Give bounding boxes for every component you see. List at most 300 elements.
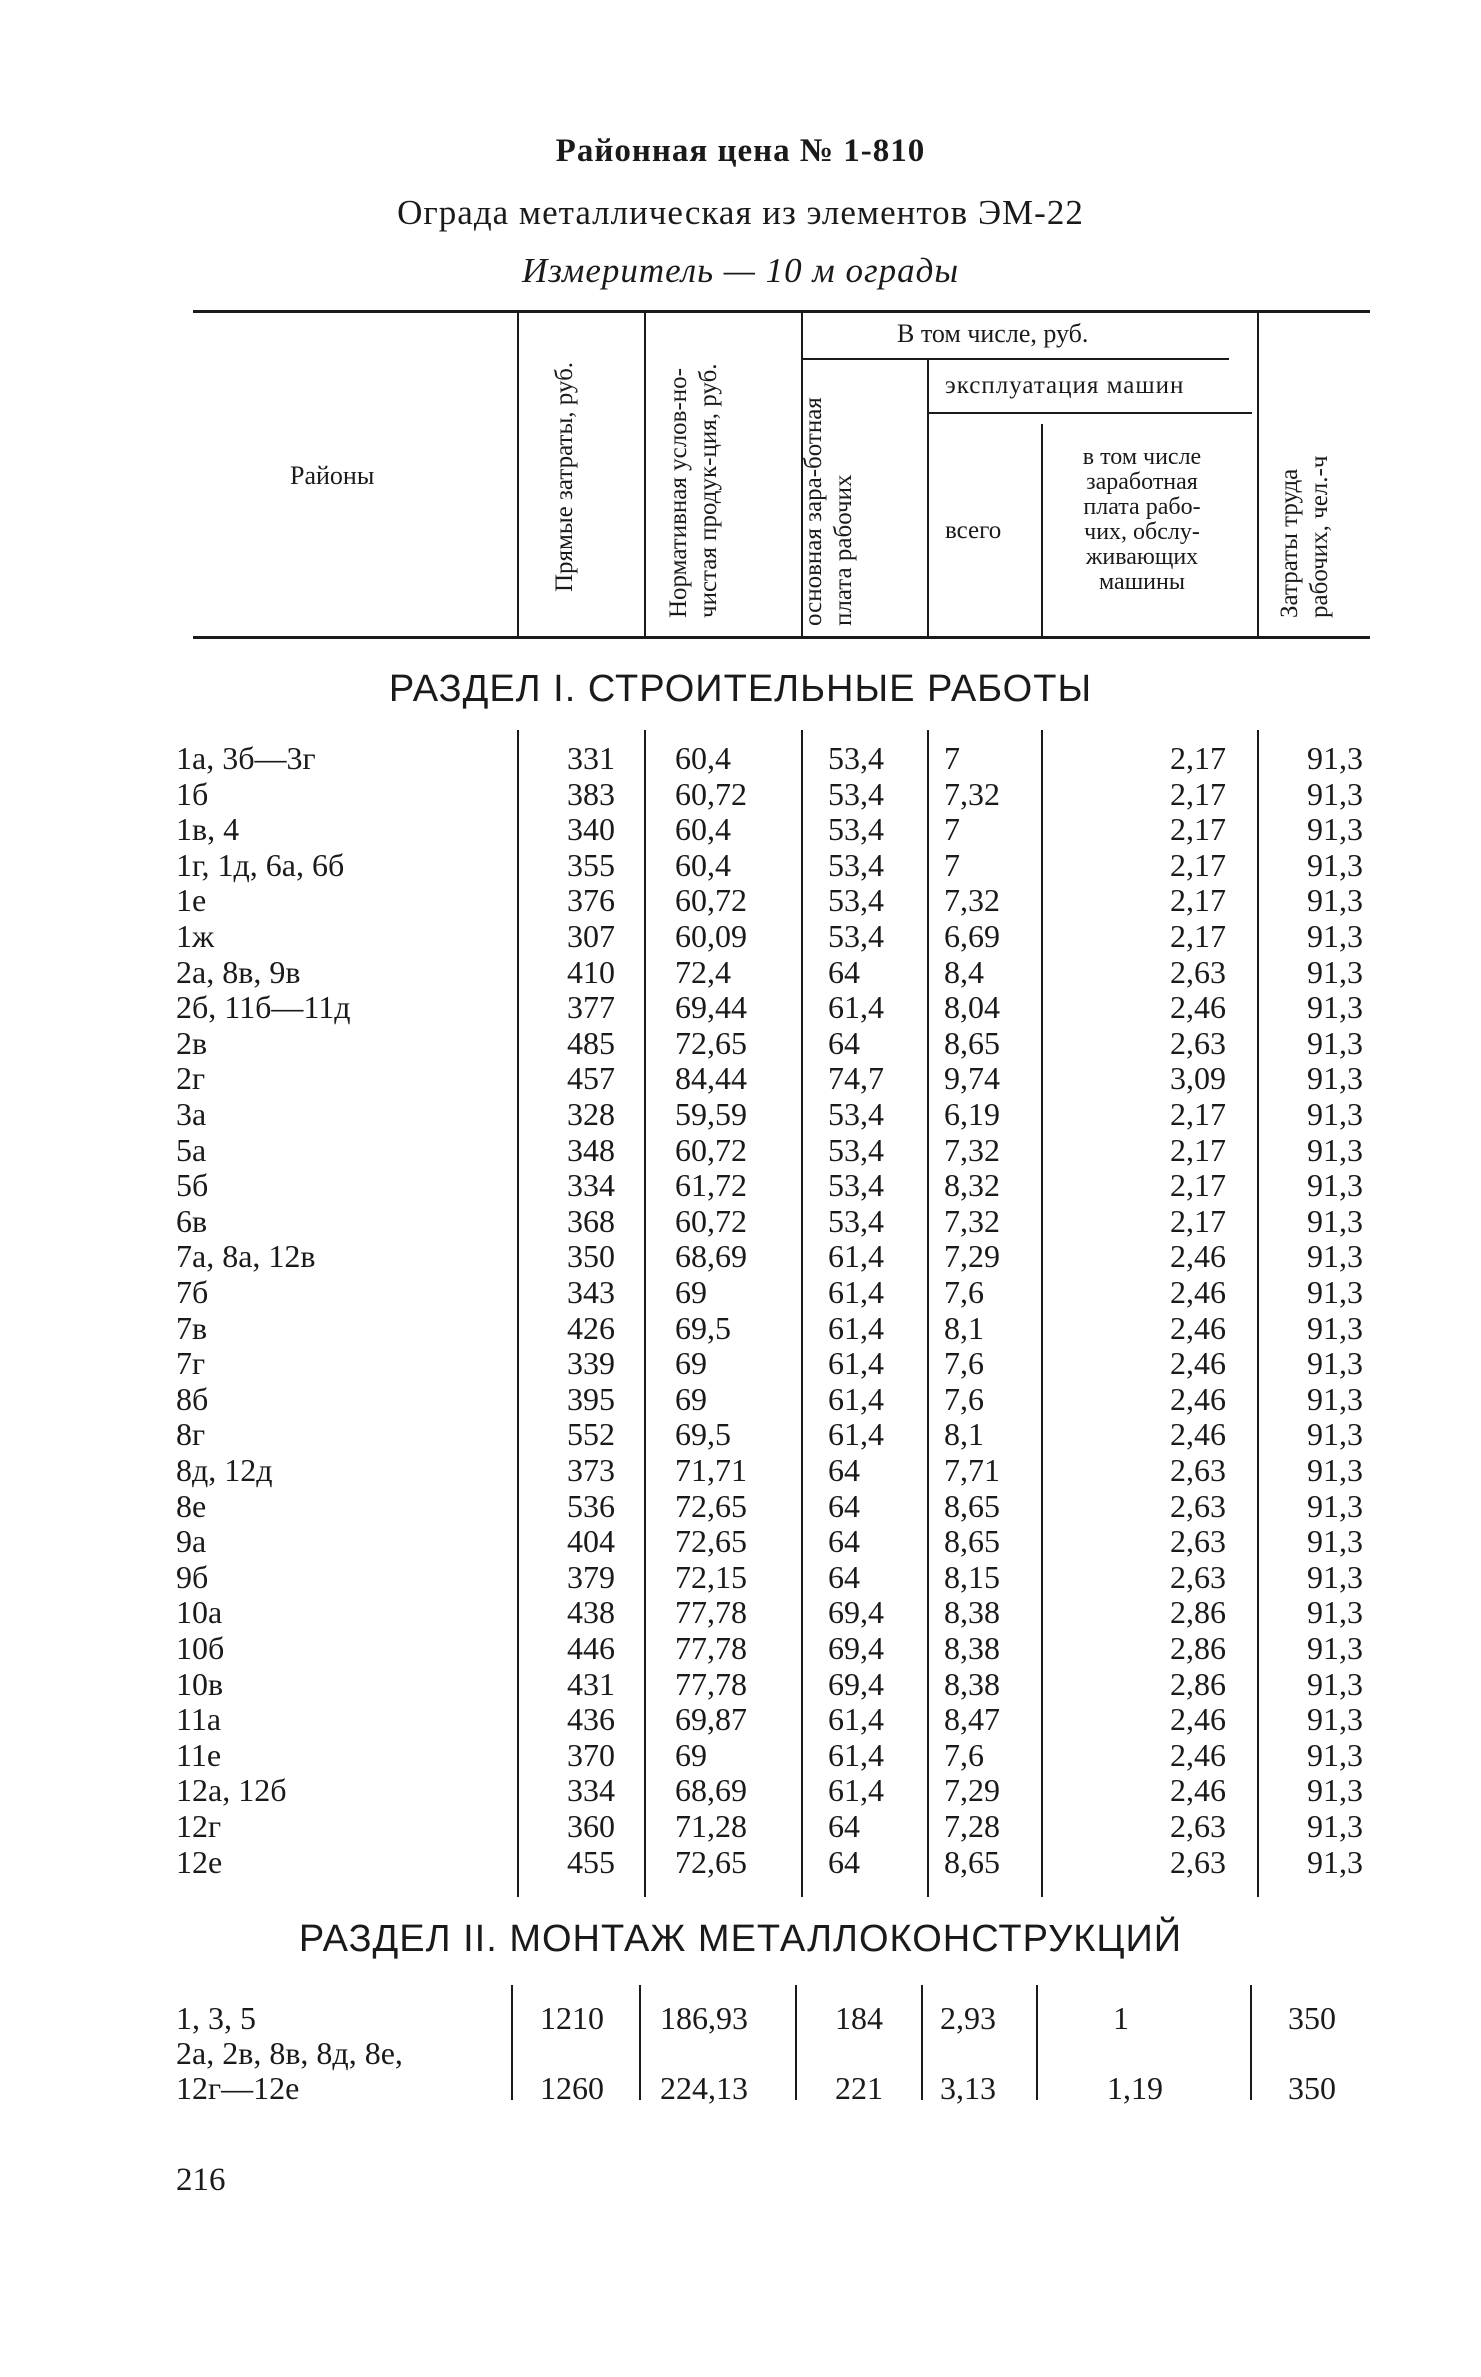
cell-base-salary: 61,4 [828, 1238, 884, 1275]
header-top-rule [193, 310, 1370, 313]
table-row [0, 1132, 1481, 1168]
cell-base-salary: 53,4 [828, 882, 884, 919]
cell-normative: 72,15 [675, 1558, 747, 1595]
cell-labor: 91,3 [1307, 1167, 1363, 1204]
cell-district: 11е [176, 1736, 222, 1773]
cell-district: 3а [176, 1096, 207, 1132]
cell-normative: 69 [675, 1345, 707, 1382]
cell-base-salary: 69,4 [828, 1665, 884, 1702]
cell-labor: 91,3 [1307, 953, 1363, 990]
cell-base-salary: 61,4 [828, 1309, 884, 1346]
cell-machine-total: 7,6 [944, 1380, 984, 1417]
cell-district: 7а, 8а, 12в [176, 1238, 316, 1275]
cell-machine-salary: 2,17 [1170, 775, 1226, 812]
cell-machine-salary: 2,46 [1170, 1736, 1226, 1773]
table-row [0, 1345, 1481, 1381]
cell-district: 11а [176, 1701, 222, 1738]
table-row [0, 811, 1481, 847]
table-row [0, 1203, 1481, 1239]
cell-machine-total: 8,65 [944, 1843, 1000, 1880]
table-row [0, 1772, 1481, 1808]
cell-labor: 91,3 [1307, 740, 1363, 776]
header-labor: Затраты труда рабочих, чел.-ч [1276, 455, 1333, 618]
cell-machine-total: 7,71 [944, 1452, 1000, 1488]
cell-labor: 91,3 [1307, 1772, 1363, 1809]
cell-direct: 457 [567, 1060, 615, 1097]
cell-base-salary: 53,4 [828, 775, 884, 812]
cell-district: 12г [176, 1808, 222, 1844]
cell-machine-total: 7,29 [944, 1772, 1000, 1809]
cell-district: 9б [176, 1558, 209, 1595]
cell-district: 7б [176, 1274, 209, 1310]
cell-labor: 91,3 [1307, 1843, 1363, 1880]
cell-direct: 348 [567, 1131, 615, 1168]
cell-machine-total: 8,4 [944, 953, 984, 990]
cell-base-salary: 64 [828, 1024, 860, 1061]
cell-direct: 379 [567, 1558, 615, 1595]
cell-base-salary: 53,4 [828, 1167, 884, 1204]
cell-labor: 350 [1288, 2070, 1336, 2106]
cell-district: 8е [176, 1487, 207, 1524]
cell-labor: 91,3 [1307, 1808, 1363, 1844]
cell-labor: 91,3 [1307, 1736, 1363, 1773]
header-subrule [801, 358, 1229, 360]
cell-direct: 307 [567, 918, 615, 954]
cell-direct: 1210 [540, 2000, 604, 2036]
cell-base-salary: 64 [828, 1523, 860, 1560]
table-row [0, 1559, 1481, 1595]
column-divider [511, 1985, 513, 2100]
cell-base-salary: 53,4 [828, 1202, 884, 1239]
cell-direct: 355 [567, 846, 615, 883]
cell-normative: 60,4 [675, 846, 731, 883]
section-2-title: РАЗДЕЛ II. МОНТАЖ МЕТАЛЛОКОНСТРУКЦИЙ [298, 1918, 1183, 1960]
cell-labor: 91,3 [1307, 1345, 1363, 1382]
table-row [0, 1594, 1481, 1630]
cell-base-salary: 64 [828, 953, 860, 990]
cell-machine-total: 7,6 [944, 1345, 984, 1382]
table-row [0, 1452, 1481, 1488]
cell-labor: 91,3 [1307, 1274, 1363, 1310]
cell-labor: 91,3 [1307, 1131, 1363, 1168]
cell-labor: 350 [1288, 2000, 1336, 2036]
cell-labor: 91,3 [1307, 1024, 1363, 1061]
cell-normative: 72,4 [675, 953, 731, 990]
header-divider [927, 358, 929, 636]
cell-normative: 69 [675, 1274, 707, 1310]
cell-direct: 340 [567, 811, 615, 848]
table-row [0, 918, 1481, 954]
column-divider [1250, 1985, 1252, 2100]
cell-base-salary: 53,4 [828, 1131, 884, 1168]
cell-machine-salary: 2,63 [1170, 1558, 1226, 1595]
cell-machine-salary: 2,46 [1170, 1701, 1226, 1738]
cell-base-salary: 61,4 [828, 1736, 884, 1773]
cell-normative: 84,44 [675, 1060, 747, 1097]
cell-machine-total: 8,47 [944, 1701, 1000, 1738]
cell-district: 8б [176, 1380, 209, 1417]
cell-direct: 343 [567, 1274, 615, 1310]
table-row [0, 1666, 1481, 1702]
cell-labor: 91,3 [1307, 1416, 1363, 1453]
cell-machine-salary: 3,09 [1170, 1060, 1226, 1097]
cell-normative: 72,65 [675, 1843, 747, 1880]
cell-direct: 404 [567, 1523, 615, 1560]
cell-normative: 77,78 [675, 1630, 747, 1666]
cell-machine-total: 8,04 [944, 989, 1000, 1026]
cell-machine-total: 8,65 [944, 1523, 1000, 1560]
cell-machine-salary: 2,86 [1170, 1630, 1226, 1666]
cell-direct: 446 [567, 1630, 615, 1666]
table-row [0, 1381, 1481, 1417]
column-divider [921, 1985, 923, 2100]
cell-machine-salary: 2,17 [1170, 1167, 1226, 1204]
cell-district: 10в [176, 1665, 224, 1702]
cell-base-salary: 64 [828, 1487, 860, 1524]
cell-machine-salary: 2,46 [1170, 1274, 1226, 1310]
page-number: 216 [176, 2162, 226, 2198]
cell-labor: 91,3 [1307, 1309, 1363, 1346]
cell-direct: 383 [567, 775, 615, 812]
cell-labor: 91,3 [1307, 882, 1363, 919]
table-row [0, 1523, 1481, 1559]
cell-labor: 91,3 [1307, 1452, 1363, 1488]
cell-normative: 60,4 [675, 740, 731, 776]
cell-district: 5а [176, 1131, 207, 1168]
cell-direct: 376 [567, 882, 615, 919]
header-divider [1041, 424, 1043, 636]
cell-labor: 91,3 [1307, 989, 1363, 1026]
cell-labor: 91,3 [1307, 1202, 1363, 1239]
cell-machine-total: 6,19 [944, 1096, 1000, 1132]
cell-district: 2а, 2в, 8в, 8д, 8е, [176, 2035, 403, 2071]
cell-labor: 91,3 [1307, 1487, 1363, 1524]
cell-labor: 91,3 [1307, 1523, 1363, 1560]
table-row [0, 1737, 1481, 1773]
cell-direct: 536 [567, 1487, 615, 1524]
cell-base-salary: 61,4 [828, 1345, 884, 1382]
cell-district: 10б [176, 1630, 225, 1666]
cell-district: 10а [176, 1594, 223, 1631]
cell-machine-total: 7,32 [944, 882, 1000, 919]
cell-normative: 60,4 [675, 811, 731, 848]
cell-normative: 60,72 [675, 1202, 747, 1239]
cell-normative: 68,69 [675, 1772, 747, 1809]
cell-machine-salary: 2,46 [1170, 1380, 1226, 1417]
cell-district: 8д, 12д [176, 1452, 273, 1488]
cell-direct: 438 [567, 1594, 615, 1631]
column-divider [639, 1985, 641, 2100]
cell-district: 7г [176, 1345, 206, 1382]
cell-machine-total: 8,38 [944, 1630, 1000, 1666]
header-machine-salary: в том числе заработная плата рабо-чих, обслу-живающих машины [1082, 444, 1202, 595]
table-row [0, 1488, 1481, 1524]
cell-direct: 410 [567, 953, 615, 990]
cell-machine-total: 7 [944, 740, 960, 776]
cell-machine-salary: 2,46 [1170, 989, 1226, 1026]
cell-direct: 360 [567, 1808, 615, 1844]
table-row [0, 1167, 1481, 1203]
cell-machine-salary: 2,63 [1170, 1808, 1226, 1844]
cell-base-salary: 74,7 [828, 1060, 884, 1097]
cell-machine-total: 7,6 [944, 1274, 984, 1310]
cell-direct: 331 [567, 740, 615, 776]
cell-direct: 395 [567, 1380, 615, 1417]
cell-district: 2б, 11б—11д [176, 989, 351, 1026]
cell-normative: 69,5 [675, 1309, 731, 1346]
cell-base-salary: 61,4 [828, 1701, 884, 1738]
cell-direct: 431 [567, 1665, 615, 1702]
column-divider [1036, 1985, 1038, 2100]
cell-normative: 69 [675, 1380, 707, 1417]
cell-normative: 71,71 [675, 1452, 747, 1488]
document-subtitle: Ограда металлическая из элементов ЭМ-22 [397, 193, 1084, 232]
header-direct-costs: Прямые затраты, руб. [551, 361, 578, 592]
table-row [0, 847, 1481, 883]
header-divider [1257, 312, 1259, 636]
header-total: всего [945, 517, 1002, 544]
cell-normative: 77,78 [675, 1594, 747, 1631]
table-row [0, 1274, 1481, 1310]
cell-machine-salary: 2,17 [1170, 1202, 1226, 1239]
cell-base-salary: 53,4 [828, 740, 884, 776]
cell-machine-total: 9,74 [944, 1060, 1000, 1097]
cell-direct: 455 [567, 1843, 615, 1880]
cell-labor: 91,3 [1307, 1594, 1363, 1631]
header-bottom-rule [193, 636, 1370, 639]
cell-machine-salary: 2,46 [1170, 1238, 1226, 1275]
cell-district: 7в [176, 1309, 208, 1346]
cell-machine-salary: 2,63 [1170, 1523, 1226, 1560]
cell-labor: 91,3 [1307, 1558, 1363, 1595]
cell-base-salary: 64 [828, 1808, 860, 1844]
cell-base-salary: 53,4 [828, 846, 884, 883]
cell-district: 1б [176, 775, 209, 812]
cell-machine-total: 7,28 [944, 1808, 1000, 1844]
cell-machine-total: 2,93 [940, 2000, 996, 2036]
cell-base-salary: 53,4 [828, 1096, 884, 1132]
document-title: Районная цена № 1-810 [555, 133, 926, 169]
table-row [0, 1808, 1481, 1844]
cell-machine-salary: 2,17 [1170, 811, 1226, 848]
cell-machine-salary: 2,46 [1170, 1309, 1226, 1346]
cell-base-salary: 221 [835, 2070, 883, 2106]
table-row [0, 1844, 1481, 1880]
cell-labor: 91,3 [1307, 1096, 1363, 1132]
cell-district: 12е [176, 1843, 223, 1880]
cell-labor: 91,3 [1307, 1665, 1363, 1702]
cell-machine-salary: 2,17 [1170, 882, 1226, 919]
cell-base-salary: 69,4 [828, 1630, 884, 1666]
cell-machine-salary: 2,86 [1170, 1594, 1226, 1631]
cell-district: 1в, 4 [176, 811, 240, 848]
cell-direct: 436 [567, 1701, 615, 1738]
table-row [0, 989, 1481, 1025]
cell-labor: 91,3 [1307, 811, 1363, 848]
cell-labor: 91,3 [1307, 775, 1363, 812]
cell-normative: 60,72 [675, 775, 747, 812]
cell-labor: 91,3 [1307, 1238, 1363, 1275]
cell-machine-salary: 1,19 [1107, 2070, 1163, 2106]
cell-direct: 485 [567, 1024, 615, 1061]
cell-machine-salary: 2,17 [1170, 846, 1226, 883]
cell-district: 6в [176, 1202, 208, 1239]
cell-base-salary: 64 [828, 1843, 860, 1880]
table-row [0, 1701, 1481, 1737]
cell-machine-salary: 2,46 [1170, 1345, 1226, 1382]
cell-normative: 69,87 [675, 1701, 747, 1738]
table-row [0, 882, 1481, 918]
table-row [0, 1630, 1481, 1666]
cell-machine-salary: 2,17 [1170, 918, 1226, 954]
cell-normative: 72,65 [675, 1024, 747, 1061]
table-row [0, 1416, 1481, 1452]
cell-normative: 71,28 [675, 1808, 747, 1844]
cell-base-salary: 61,4 [828, 989, 884, 1026]
cell-machine-salary: 2,63 [1170, 1843, 1226, 1880]
cell-district: 12г—12е [176, 2070, 300, 2106]
column-divider [795, 1985, 797, 2100]
cell-machine-salary: 2,63 [1170, 1452, 1226, 1488]
table-row [0, 1096, 1481, 1132]
cell-machine-salary: 2,46 [1170, 1416, 1226, 1453]
cell-machine-total: 7,32 [944, 775, 1000, 812]
cell-machine-total: 8,38 [944, 1594, 1000, 1631]
cell-normative: 59,59 [675, 1096, 747, 1132]
cell-machine-salary: 1 [1113, 2000, 1129, 2036]
cell-district: 8г [176, 1416, 206, 1453]
cell-labor: 91,3 [1307, 918, 1363, 954]
cell-machine-salary: 2,46 [1170, 1772, 1226, 1809]
cell-direct: 426 [567, 1309, 615, 1346]
cell-direct: 1260 [540, 2070, 604, 2106]
cell-machine-total: 8,15 [944, 1558, 1000, 1595]
cell-labor: 91,3 [1307, 1701, 1363, 1738]
cell-direct: 368 [567, 1202, 615, 1239]
cell-labor: 91,3 [1307, 1060, 1363, 1097]
cell-district: 1е [176, 882, 207, 919]
cell-machine-salary: 2,63 [1170, 1487, 1226, 1524]
table-row [0, 740, 1481, 776]
cell-direct: 350 [567, 1238, 615, 1275]
table-row [0, 1060, 1481, 1096]
cell-labor: 91,3 [1307, 1380, 1363, 1417]
header-normative: Нормативная услов-но-чистая продук-ция, руб. [665, 363, 722, 618]
cell-district: 2в [176, 1024, 208, 1061]
cell-district: 1г, 1д, 6а, 6б [176, 846, 345, 883]
cell-direct: 328 [567, 1096, 615, 1132]
cell-district: 2а, 8в, 9в [176, 953, 301, 990]
header-including: В том числе, руб. [897, 319, 1089, 348]
cell-normative: 186,93 [660, 2000, 748, 2036]
table-row [0, 954, 1481, 990]
cell-normative: 72,65 [675, 1523, 747, 1560]
table-row [0, 1238, 1481, 1274]
cell-normative: 69,5 [675, 1416, 731, 1453]
header-districts: Районы [290, 461, 375, 490]
header-base-salary: основная зара-ботная плата рабочих [800, 397, 857, 626]
cell-normative: 60,72 [675, 1131, 747, 1168]
cell-district: 1ж [176, 918, 215, 954]
cell-base-salary: 53,4 [828, 811, 884, 848]
cell-labor: 91,3 [1307, 846, 1363, 883]
cell-machine-total: 8,65 [944, 1487, 1000, 1524]
cell-machine-salary: 2,17 [1170, 1096, 1226, 1132]
cell-base-salary: 64 [828, 1452, 860, 1488]
cell-base-salary: 61,4 [828, 1274, 884, 1310]
header-divider [644, 312, 646, 636]
cell-normative: 72,65 [675, 1487, 747, 1524]
cell-base-salary: 61,4 [828, 1416, 884, 1453]
document-measure: Измеритель — 10 м ограды [521, 251, 960, 290]
table-row [0, 1310, 1481, 1346]
header-divider [517, 312, 519, 636]
cell-district: 2г [176, 1060, 206, 1097]
cell-machine-salary: 2,63 [1170, 1024, 1226, 1061]
header-subrule [927, 412, 1252, 414]
cell-direct: 373 [567, 1452, 615, 1488]
cell-machine-total: 7,32 [944, 1202, 1000, 1239]
cell-normative: 69 [675, 1736, 707, 1773]
cell-direct: 334 [567, 1772, 615, 1809]
table-row [0, 1025, 1481, 1061]
cell-direct: 552 [567, 1416, 615, 1453]
cell-normative: 60,72 [675, 882, 747, 919]
cell-machine-total: 7,6 [944, 1736, 984, 1773]
cell-machine-salary: 2,63 [1170, 953, 1226, 990]
cell-machine-total: 8,65 [944, 1024, 1000, 1061]
cell-district: 9а [176, 1523, 207, 1560]
cell-normative: 69,44 [675, 989, 747, 1026]
cell-labor: 91,3 [1307, 1630, 1363, 1666]
table-row [0, 776, 1481, 812]
cell-base-salary: 64 [828, 1558, 860, 1595]
cell-machine-total: 7 [944, 811, 960, 848]
cell-machine-total: 6,69 [944, 918, 1000, 954]
cell-machine-total: 8,32 [944, 1167, 1000, 1204]
cell-district: 5б [176, 1167, 209, 1204]
cell-base-salary: 61,4 [828, 1380, 884, 1417]
cell-machine-total: 7,29 [944, 1238, 1000, 1275]
cell-machine-total: 7 [944, 846, 960, 883]
cell-district: 12а, 12б [176, 1772, 287, 1809]
cell-district: 1, 3, 5 [176, 2000, 256, 2036]
cell-machine-total: 8,38 [944, 1665, 1000, 1702]
cell-normative: 61,72 [675, 1167, 747, 1204]
cell-machine-total: 3,13 [940, 2070, 996, 2106]
cell-direct: 370 [567, 1736, 615, 1773]
cell-normative: 60,09 [675, 918, 747, 954]
cell-normative: 77,78 [675, 1665, 747, 1702]
cell-direct: 339 [567, 1345, 615, 1382]
cell-base-salary: 53,4 [828, 918, 884, 954]
section-1-title: РАЗДЕЛ I. СТРОИТЕЛЬНЫЕ РАБОТЫ [388, 668, 1093, 710]
cell-machine-total: 8,1 [944, 1416, 984, 1453]
cell-base-salary: 61,4 [828, 1772, 884, 1809]
cell-machine-total: 8,1 [944, 1309, 984, 1346]
cell-normative: 224,13 [660, 2070, 748, 2106]
cell-normative: 68,69 [675, 1238, 747, 1275]
cell-district: 1а, 3б—3г [176, 740, 316, 776]
cell-direct: 334 [567, 1167, 615, 1204]
header-machines: эксплуатация машин [945, 372, 1185, 399]
cell-machine-salary: 2,17 [1170, 740, 1226, 776]
cell-base-salary: 184 [835, 2000, 883, 2036]
cell-machine-total: 7,32 [944, 1131, 1000, 1168]
cell-base-salary: 69,4 [828, 1594, 884, 1631]
cell-direct: 377 [567, 989, 615, 1026]
cell-machine-salary: 2,17 [1170, 1131, 1226, 1168]
